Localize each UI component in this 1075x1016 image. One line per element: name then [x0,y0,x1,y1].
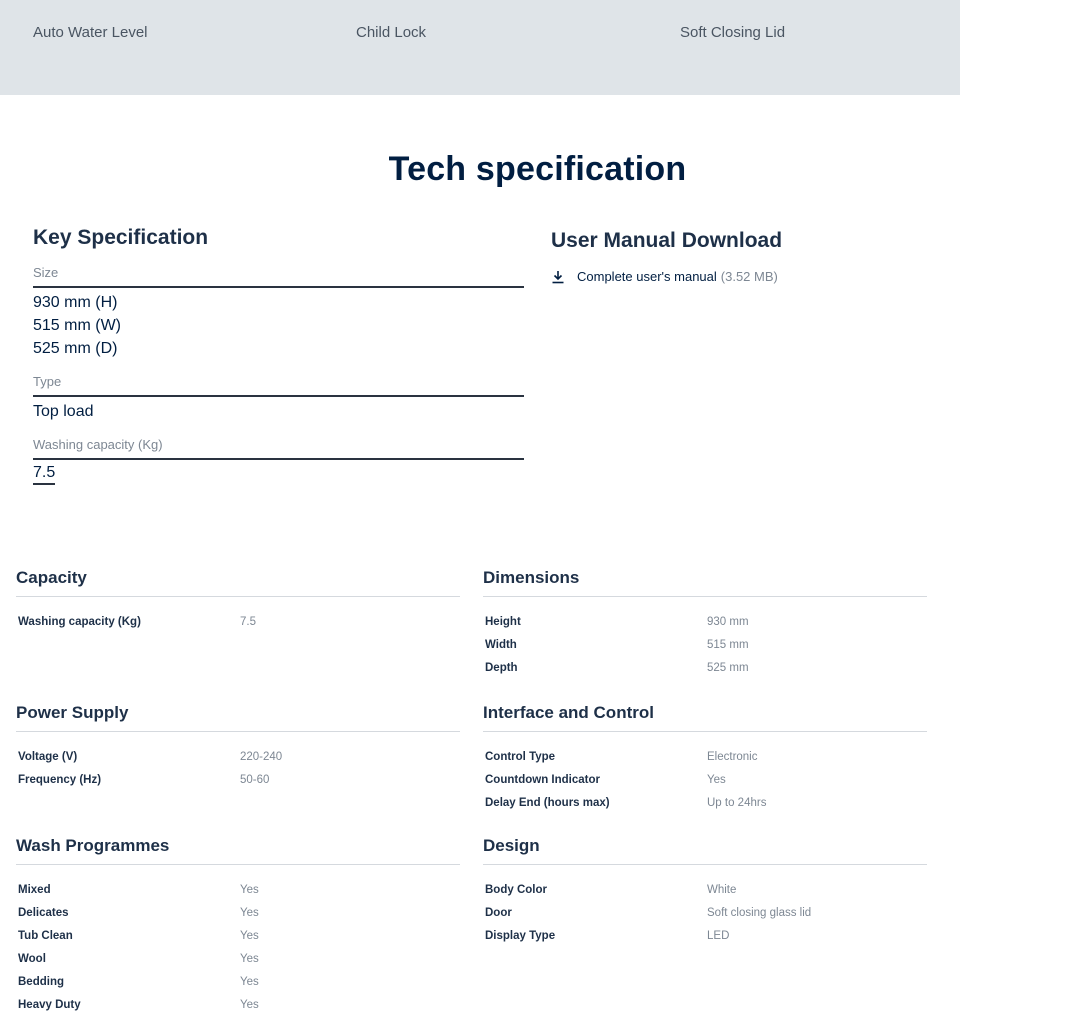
row-value: 525 mm [707,661,749,674]
row-value: 220-240 [240,750,283,763]
table-row [483,633,927,656]
table-row [16,610,460,633]
row-key: Bedding [18,975,64,988]
row-key: Heavy Duty [18,998,81,1011]
table-row [483,768,927,791]
table-row [483,901,927,924]
table-row [483,656,927,679]
table-row [483,878,927,901]
user-manual-download [551,229,931,284]
row-key: Frequency (Hz) [18,773,102,786]
row-key: Width [485,638,517,651]
feature-bar [0,0,960,95]
row-value: 930 mm [707,615,749,628]
row-value: Soft closing glass lid [707,906,812,919]
block-title: Design [483,836,927,865]
size-value-height: 930 mm (H) [33,294,118,311]
row-value: Yes [240,883,259,896]
key-specification [33,226,524,485]
block-title: Power Supply [16,703,460,732]
row-value: Yes [240,975,259,988]
row-value: Electronic [707,750,758,763]
row-key: Display Type [485,929,556,942]
block-title: Capacity [16,568,460,597]
row-key: Door [485,906,512,919]
row-value: Yes [707,773,726,786]
row-value: Yes [240,952,259,965]
table-row [16,745,460,768]
type-value: Top load [33,403,94,420]
table-row [16,970,460,993]
row-value: 7.5 [240,615,256,628]
table-row [483,791,927,814]
table-row [16,901,460,924]
manual-title: User Manual Download [551,229,783,252]
page-title: Tech specification [388,150,687,188]
manual-file-size: (3.52 MB) [720,269,778,284]
capacity-value: 7.5 [33,463,55,485]
spec-block-wash-programmes [16,836,460,1016]
table-row [16,878,460,901]
row-key: Countdown Indicator [485,773,600,786]
row-key: Delicates [18,906,69,919]
block-title: Dimensions [483,568,927,597]
size-value-width: 515 mm (W) [33,317,121,334]
key-spec-title: Key Specification [33,226,209,249]
spec-block-dimensions [483,568,927,679]
row-value: 50-60 [240,773,270,786]
download-icon [551,270,565,284]
row-value: Yes [240,998,259,1011]
feature-auto-water-level: Auto Water Level [33,24,148,41]
manual-link-text: Complete user's manual [577,269,717,284]
row-value: White [707,883,737,896]
row-key: Delay End (hours max) [485,796,610,809]
row-key: Control Type [485,750,556,763]
type-label: Type [33,374,524,397]
row-key: Tub Clean [18,929,73,942]
size-value-depth: 525 mm (D) [33,340,118,357]
row-value: LED [707,929,730,942]
table-row [483,745,927,768]
table-row [16,768,460,791]
row-value: Up to 24hrs [707,796,767,809]
block-title: Interface and Control [483,703,927,732]
row-key: Body Color [485,883,547,896]
row-key: Height [485,615,521,628]
spec-block-design [483,836,927,947]
row-key: Wool [18,952,46,965]
row-key: Mixed [18,883,51,896]
row-key: Voltage (V) [18,750,78,763]
table-row [483,924,927,947]
spec-block-interface-control [483,703,927,814]
table-row [16,924,460,947]
table-row [483,610,927,633]
row-value: 515 mm [707,638,749,651]
block-title: Wash Programmes [16,836,460,865]
feature-soft-closing-lid: Soft Closing Lid [680,24,786,41]
row-key: Depth [485,661,518,674]
size-label: Size [33,265,524,288]
row-value: Yes [240,906,259,919]
manual-download-link[interactable] [551,269,931,284]
feature-child-lock: Child Lock [356,24,427,41]
table-row [16,947,460,970]
table-row [16,993,460,1016]
row-key: Washing capacity (Kg) [18,615,141,628]
spec-block-power-supply [16,703,460,791]
spec-block-capacity [16,568,460,633]
row-value: Yes [240,929,259,942]
capacity-label: Washing capacity (Kg) [33,437,524,460]
